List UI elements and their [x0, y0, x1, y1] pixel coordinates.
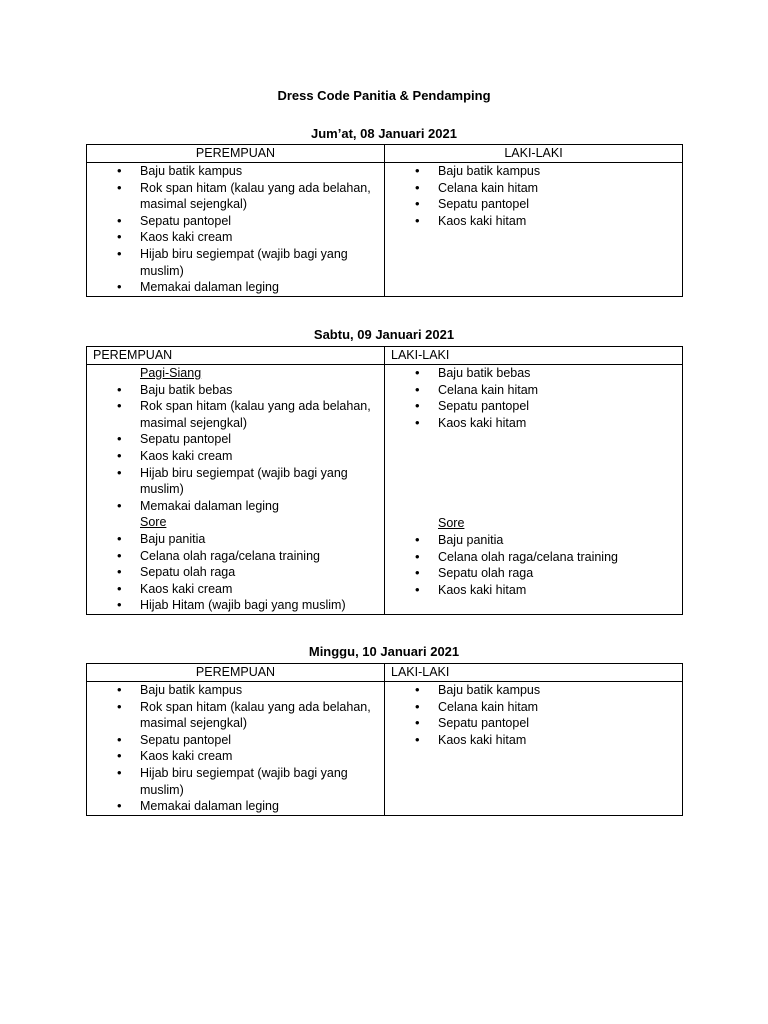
list-item: • Kaos kaki cream: [87, 448, 378, 465]
list-item: • Baju batik kampus: [87, 163, 378, 180]
list-item: • Memakai dalaman leging: [87, 498, 378, 515]
list-item: • Kaos kaki cream: [87, 229, 378, 246]
header-female: PEREMPUAN: [87, 664, 385, 682]
list-item: • Sepatu olah raga: [385, 565, 676, 582]
date-heading-saturday: Sabtu, 09 Januari 2021: [313, 327, 455, 342]
dress-table-saturday: [86, 346, 683, 615]
list-item: • Hijab Hitam (wajib bagi yang muslim): [87, 597, 378, 614]
list-item: • Kaos kaki hitam: [385, 415, 676, 432]
list-item: • Celana kain hitam: [385, 180, 676, 197]
date-heading-sunday: Minggu, 10 Januari 2021: [308, 644, 460, 659]
header-male: LAKI-LAKI: [385, 145, 683, 163]
female-cell: [87, 682, 385, 816]
list-item: • Celana olah raga/celana training: [87, 548, 378, 565]
list-item: • Baju panitia: [87, 531, 378, 548]
spacer: [385, 431, 682, 515]
list-item: • Baju batik kampus: [385, 682, 676, 699]
list-item: • Sepatu pantopel: [385, 196, 676, 213]
female-list-evening: [87, 531, 384, 614]
list-item: • Baju batik bebas: [87, 382, 378, 399]
list-item: • Memakai dalaman leging: [87, 279, 378, 296]
list-item: • Hijab biru segiempat (wajib bagi yang muslim): [87, 465, 378, 498]
subheading-morning: Pagi-Siang: [140, 366, 202, 380]
male-list-evening: [385, 532, 682, 598]
list-item: • Celana olah raga/celana training: [385, 549, 676, 566]
list-item: • Kaos kaki cream: [87, 748, 378, 765]
list-item: • Sepatu pantopel: [385, 715, 676, 732]
list-item: • Memakai dalaman leging: [87, 798, 378, 815]
header-male: LAKI-LAKI: [385, 347, 683, 365]
list-item: • Rok span hitam (kalau yang ada belahan, masimal sejengkal): [87, 699, 378, 732]
header-female: PEREMPUAN: [87, 347, 385, 365]
dress-table-sunday: [86, 663, 683, 816]
header-female: PEREMPUAN: [87, 145, 385, 163]
male-cell: [385, 682, 683, 816]
date-heading-friday: Jum’at, 08 Januari 2021: [311, 126, 457, 141]
list-item: • Baju panitia: [385, 532, 676, 549]
list-item: • Sepatu olah raga: [87, 564, 378, 581]
list-item: • Kaos kaki hitam: [385, 732, 676, 749]
male-list-morning: [385, 365, 682, 431]
female-cell: [87, 163, 385, 297]
list-item: • Kaos kaki hitam: [385, 213, 676, 230]
male-cell: [385, 163, 683, 297]
list-item: • Sepatu pantopel: [87, 732, 378, 749]
male-list: [385, 163, 682, 229]
male-list: [385, 682, 682, 748]
female-list-morning: [87, 382, 384, 515]
list-item: • Sepatu pantopel: [385, 398, 676, 415]
list-item: • Baju batik kampus: [87, 682, 378, 699]
list-item: • Kaos kaki cream: [87, 581, 378, 598]
list-item: • Celana kain hitam: [385, 382, 676, 399]
list-item: • Rok span hitam (kalau yang ada belahan, masimal sejengkal): [87, 180, 378, 213]
female-list: [87, 682, 384, 815]
list-item: • Kaos kaki hitam: [385, 582, 676, 599]
list-item: • Hijab biru segiempat (wajib bagi yang muslim): [87, 765, 378, 798]
list-item: • Sepatu pantopel: [87, 431, 378, 448]
list-item: • Baju batik bebas: [385, 365, 676, 382]
list-item: • Rok span hitam (kalau yang ada belahan, masimal sejengkal): [87, 398, 378, 431]
subheading-evening: Sore: [438, 516, 465, 531]
list-item: • Baju batik kampus: [385, 163, 676, 180]
dress-table-friday: [86, 144, 683, 297]
header-male: LAKI-LAKI: [385, 664, 683, 682]
female-list: [87, 163, 384, 296]
list-item: • Sepatu pantopel: [87, 213, 378, 230]
list-item: • Celana kain hitam: [385, 699, 676, 716]
list-item: • Hijab biru segiempat (wajib bagi yang muslim): [87, 246, 378, 279]
document-title: Dress Code Panitia & Pendamping: [277, 88, 491, 103]
male-cell: [385, 365, 683, 615]
subheading-evening: Sore: [140, 515, 167, 530]
female-cell: [87, 365, 385, 615]
